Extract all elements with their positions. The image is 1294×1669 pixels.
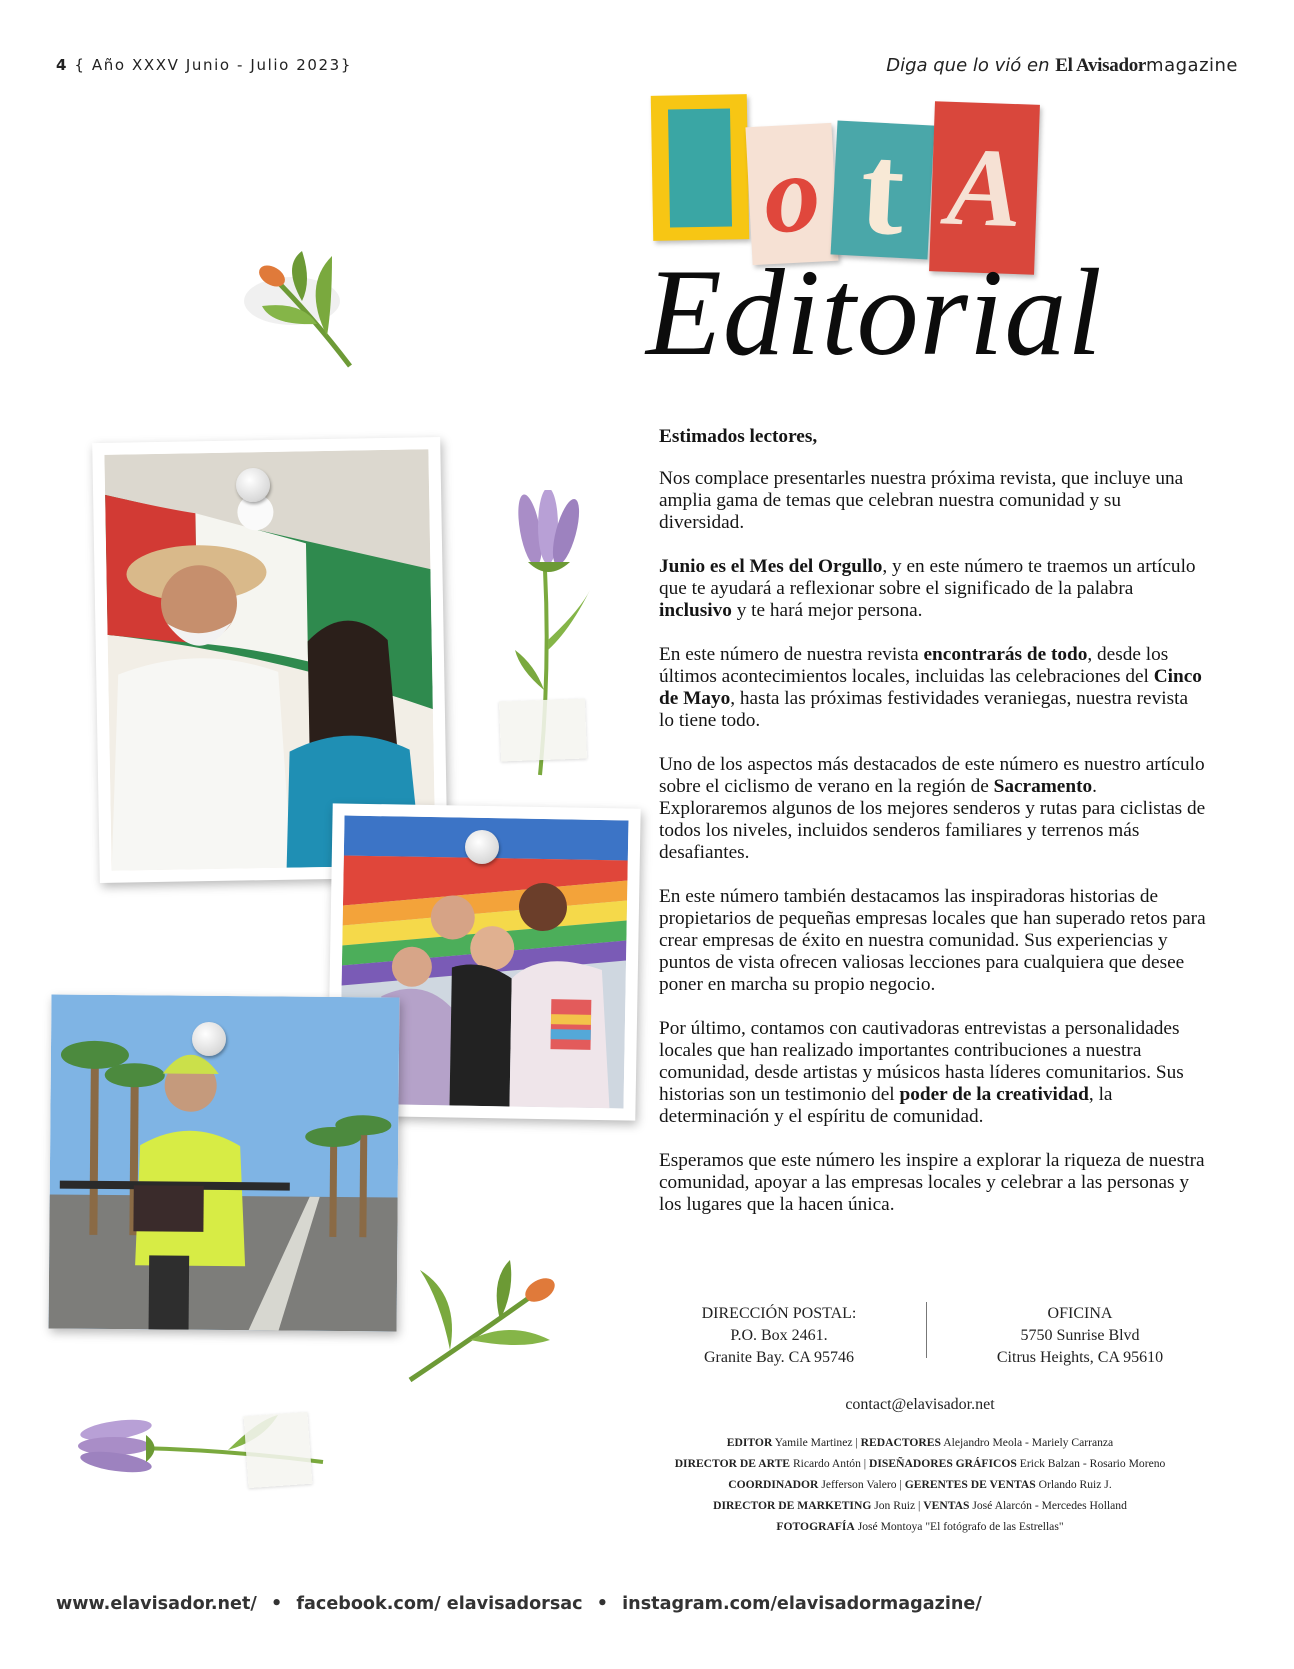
postal-title: DIRECCIÓN POSTAL: [701, 1305, 857, 1322]
paragraph-business: En este número también destacamos las inspiradoras historias de propietarios de pequeñas empresas locales que han superado retos para crear empresas de éxito en nuestra comunidad. Sus experiencias y puntos de vista ofrecen valiosas lecciones para cualquiera que desee poner en marcha su propio negocio. [659, 886, 1206, 995]
tagline-text: Diga que lo vió en [886, 55, 1056, 76]
title-letter-t: t [831, 121, 935, 260]
brand-suffix: magazine [1146, 55, 1238, 76]
pushpin-icon [236, 468, 270, 502]
flower-decoration-icon [232, 246, 382, 376]
staff-credits [640, 1432, 1200, 1537]
magazine-tagline [886, 55, 1238, 77]
postal-address [680, 1303, 878, 1369]
paragraph-interviews: Por último, contamos con cautivadoras entrevistas a personalidades locales que han realizado importantes contribuciones a nuestra comunidad, desde artistas y músicos hasta líderes comunitarios. Sus historias son un testimonio del poder de la creatividad, la determinación y el espíritu de comunidad. [659, 1018, 1184, 1127]
office-address [975, 1303, 1185, 1369]
paragraph-cycling: Uno de los aspectos más destacados de este número es nuestro artículo sobre el ciclismo de verano en la región de Sacramento. Exploraremos algunos de los mejores senderos y rutas para ciclistas de todos los niveles, incluidos senderos familiares y terrenos más desafiantes. [659, 754, 1206, 863]
office-title: OFICINA [1047, 1305, 1113, 1322]
flower-decoration-icon [400, 1250, 570, 1390]
postal-line: Granite Bay. CA 95746 [703, 1349, 855, 1366]
title-letter-n [651, 94, 750, 241]
staff-line: DIRECTOR DE MARKETING Jon Ruiz | VENTAS José Alarcón - Mercedes Holland [713, 1499, 1127, 1512]
staff-line: DIRECTOR DE ARTE Ricardo Antón | DISEÑADORES GRÁFICOS Erick Balzan - Rosario Moreno [674, 1457, 1166, 1470]
paragraph-intro: Nos complace presentarles nuestra próxima revista, que incluye una amplia gama de temas que celebran nuestra comunidad y su diversidad. [659, 468, 1184, 533]
issue-header [56, 56, 352, 74]
brand-name: El Avisador [1055, 55, 1147, 76]
editorial-title: Editorial [646, 244, 1103, 381]
footer-links [56, 1594, 982, 1614]
title-letter-a: A [929, 101, 1040, 275]
separator: • [596, 1594, 609, 1614]
pushpin-icon [465, 830, 499, 864]
contact-email[interactable]: contact@elavisador.net [845, 1396, 995, 1413]
staff-line: FOTOGRAFÍA José Montoya "El fotógrafo de las Estrellas" [776, 1520, 1064, 1533]
greeting: Estimados lectores, [659, 426, 818, 447]
tape-strip [499, 699, 587, 762]
facebook-link[interactable]: facebook.com/ elavisadorsac [296, 1594, 583, 1614]
office-line: 5750 Sunrise Blvd [1020, 1327, 1140, 1344]
editorial-article [659, 426, 1207, 1238]
paragraph-closing: Esperamos que este número les inspire a explorar la riqueza de nuestra comunidad, apoyar a las empresas locales y celebrar a las personas y los lugares que la hacen única. [659, 1150, 1205, 1215]
tape-strip [244, 1412, 313, 1488]
page-number: 4 [56, 56, 69, 74]
separator: • [270, 1594, 283, 1614]
paragraph-pride: Junio es el Mes del Orgullo, y en este número te traemos un artículo que te ayudará a reflexionar sobre el significado de la palabra inclusivo y te hará mejor persona. [659, 556, 1196, 621]
website-link[interactable]: www.elavisador.net/ [56, 1594, 257, 1614]
staff-line: COORDINADOR Jefferson Valero | GERENTES DE VENTAS Orlando Ruiz J. [728, 1478, 1112, 1491]
postal-line: P.O. Box 2461. [730, 1327, 828, 1344]
issue-info: { Año XXXV Junio - Julio 2023} [74, 56, 352, 74]
instagram-link[interactable]: instagram.com/elavisadormagazine/ [622, 1594, 982, 1614]
paragraph-content: En este número de nuestra revista encontrarás de todo, desde los últimos acontecimientos locales, incluidas las celebraciones del Cinco de Mayo, hasta las próximas festividades veraniegas, nuestra revista lo tiene todo. [659, 644, 1202, 731]
office-line: Citrus Heights, CA 95610 [996, 1349, 1164, 1366]
title-letter-o: o [745, 123, 838, 265]
pushpin-icon [192, 1022, 226, 1056]
staff-line: EDITOR Yamile Martinez | REDACTORES Alejandro Meola - Mariely Carranza [726, 1436, 1114, 1449]
divider [926, 1302, 927, 1358]
